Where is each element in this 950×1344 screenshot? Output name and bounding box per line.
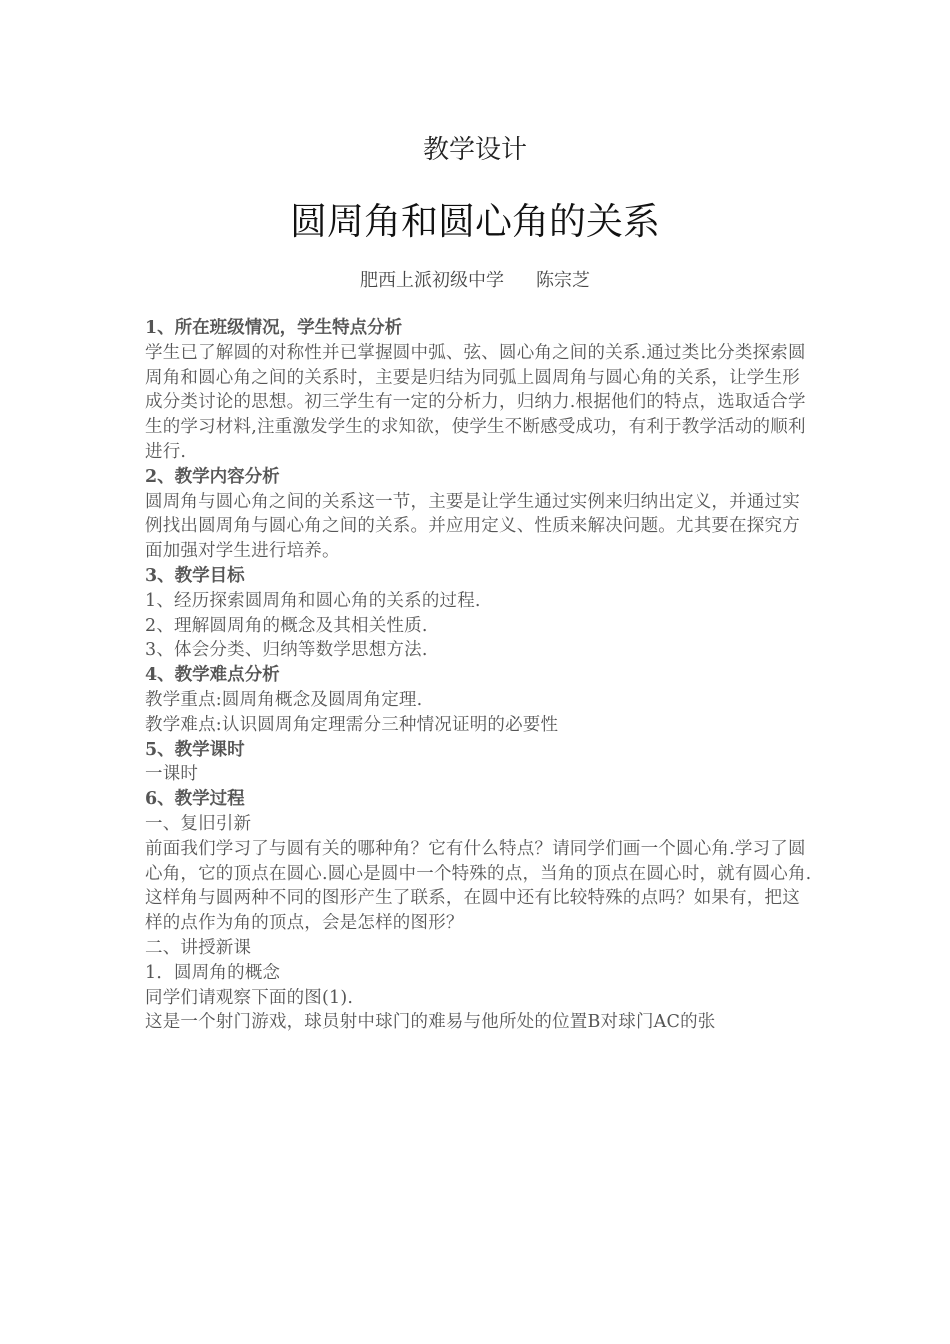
objective-item: 3、体会分类、归纳等数学思想方法. bbox=[145, 640, 428, 661]
section-paragraph: 一课时 bbox=[145, 764, 199, 785]
section-heading: 3、教学目标 bbox=[145, 565, 245, 586]
objective-item: 1、经历探索圆周角和圆心角的关系的过程. bbox=[145, 590, 481, 611]
section-heading: 4、教学难点分析 bbox=[145, 665, 280, 686]
document-body bbox=[145, 316, 813, 1035]
difficulty-line: 教学难点:认识圆周角定理需分三种情况证明的必要性 bbox=[145, 714, 559, 735]
section-heading: 1、所在班级情况，学生特点分析 bbox=[145, 318, 403, 338]
section-heading: 6、教学过程 bbox=[145, 789, 245, 810]
subsection-title: 二、讲授新课 bbox=[145, 937, 252, 958]
section-heading: 2、教学内容分析 bbox=[145, 466, 280, 487]
subsection-title: 1．圆周角的概念 bbox=[145, 962, 281, 983]
section-paragraph: 这是一个射门游戏，球员射中球门的难易与他所处的位置B对球门AC的张 bbox=[145, 1012, 716, 1033]
school-name: 肥西上派初级中学 bbox=[360, 270, 504, 291]
section-heading: 5、教学课时 bbox=[145, 739, 245, 760]
key-point-line: 教学重点:圆周角概念及圆周角定理. bbox=[145, 689, 423, 710]
section-paragraph: 前面我们学习了与圆有关的哪种角？它有什么特点？请同学们画一个圆心角.学习了圆心角，它的顶点在圆心.圆心是圆中一个特殊的点，当角的顶点在圆心时，就有圆心角.这样角与圆两种不同的图形产生了联系，在圆中还有比较特殊的点吗？如果有，把这样的点作为角的顶点，会是怎样的图形？ bbox=[145, 838, 812, 934]
document-type-heading: 教学设计 bbox=[422, 135, 527, 165]
section-paragraph: 圆周角与圆心角之间的关系这一节，主要是让学生通过实例来归纳出定义，并通过实例找出圆周角与圆心角之间的关系。并应用定义、性质来解决问题。尤其要在探究方面加强对学生进行培养。 bbox=[145, 491, 800, 562]
author-name: 陈宗芝 bbox=[536, 270, 590, 291]
section-paragraph: 同学们请观察下面的图(1). bbox=[145, 987, 354, 1008]
subsection-title: 一、复旧引新 bbox=[145, 813, 252, 834]
objective-item: 2、理解圆周角的概念及其相关性质. bbox=[145, 615, 428, 636]
document-title: 圆周角和圆心角的关系 bbox=[290, 200, 660, 243]
author-line bbox=[0, 268, 950, 294]
section-paragraph: 学生已了解圆的对称性并已掌握圆中弧、弦、圆心角之间的关系.通过类比分类探索圆周角和圆心角之间的关系时，主要是归结为同弧上圆周角与圆心角的关系，让学生形成分类讨论的思想。初三学生有一定的分析力，归纳力.根据他们的特点，选取适合学生的学习材料,注重激发学生的求知欲，使学生不断感受成功，有利于教学活动的顺利进行. bbox=[145, 342, 806, 462]
